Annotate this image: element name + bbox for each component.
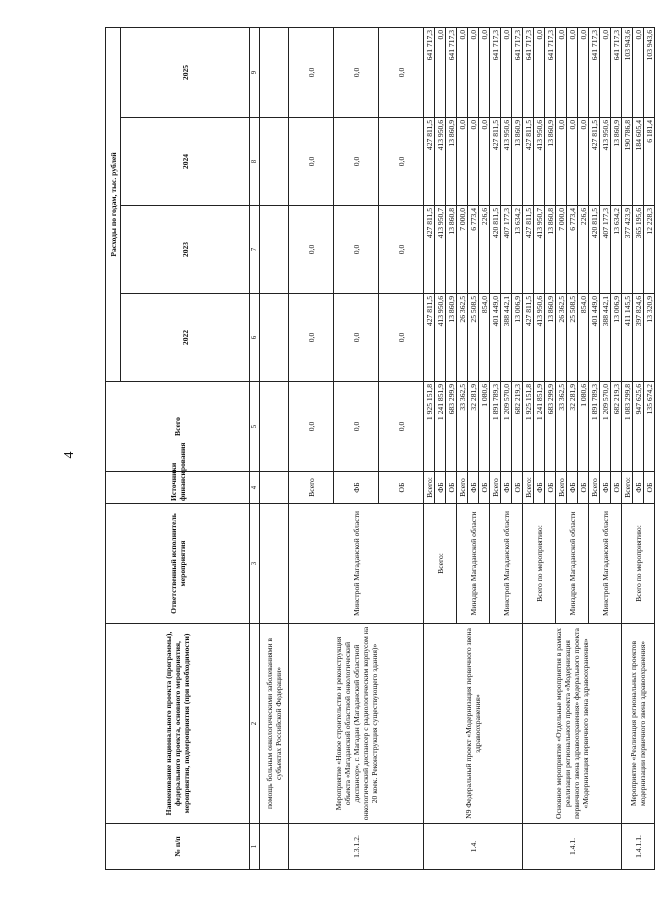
value-cell: 411 145,5 (622, 294, 633, 382)
row-number: 1.4.1. (523, 824, 622, 870)
value-cell: 7 000,0 (457, 206, 468, 294)
header-year-2022: 2022 (121, 294, 250, 382)
source-cell: ОБ (446, 472, 457, 504)
value-cell: 1 891 789,3 (490, 382, 501, 472)
value-cell: 0,0 (501, 28, 512, 118)
source-cell: ФБ (567, 472, 578, 504)
value-cell: 1 241 851,9 (534, 382, 545, 472)
source-cell: ФБ (468, 472, 479, 504)
value-cell: 0,0 (556, 28, 567, 118)
value-cell: 377 423,9 (622, 206, 633, 294)
value-cell: 0,0 (379, 118, 424, 206)
value-cell: 13 006,9 (512, 294, 523, 382)
row-executor: Минстрой Магаданской области (289, 504, 424, 624)
header-year-2024: 2024 (121, 118, 250, 206)
value-cell: 0,0 (289, 206, 334, 294)
value-cell: 135 674,2 (644, 382, 655, 472)
value-cell: 413 950,6 (534, 118, 545, 206)
value-cell: 413 950,6 (501, 118, 512, 206)
value-cell: 0,0 (334, 206, 379, 294)
source-cell: Всего (457, 472, 468, 504)
value-cell: 1 080,6 (479, 382, 490, 472)
header-name: Наименование национального проекта (программы), федерального проекта, основного мероприятия, мероприятия, подмероприятия (при необходимости) (106, 624, 250, 824)
value-cell: 25 508,5 (567, 294, 578, 382)
col-number: 5 (250, 382, 260, 472)
source-cell: ФБ (334, 472, 379, 504)
source-cell: ОБ (545, 472, 556, 504)
value-cell: 427 811,5 (424, 206, 435, 294)
header-expenses: Расходы по годам, тыс. рублей (106, 28, 121, 382)
expenses-table (105, 27, 655, 870)
source-cell: ФБ (600, 472, 611, 504)
value-cell: 682 219,3 (611, 382, 622, 472)
value-cell: 13 634,2 (512, 206, 523, 294)
value-cell: 0,0 (289, 118, 334, 206)
source-cell: ОБ (644, 472, 655, 504)
row-executor: Минстрой Магаданской области (490, 504, 523, 624)
value-cell: 1 083 299,8 (622, 382, 633, 472)
value-cell: 413 950,6 (600, 118, 611, 206)
source-cell: ФБ (633, 472, 644, 504)
value-cell: 0,0 (289, 28, 334, 118)
value-cell: 0,0 (479, 118, 490, 206)
col-number: 8 (250, 118, 260, 206)
row-executor: Всего по мероприятию: (523, 504, 556, 624)
value-cell: 0,0 (457, 118, 468, 206)
value-cell: 6 773,4 (567, 206, 578, 294)
row-executor: Всего по мероприятию: (622, 504, 655, 624)
value-cell: 13 860,8 (545, 206, 556, 294)
value-cell: 388 442,1 (600, 294, 611, 382)
value-cell: 683 299,9 (545, 382, 556, 472)
row-number: 1.4.1.1. (622, 824, 655, 870)
value-cell: 0,0 (379, 206, 424, 294)
value-cell: 420 811,5 (589, 206, 600, 294)
value-cell: 641 717,3 (545, 28, 556, 118)
value-cell: 427 811,5 (523, 206, 534, 294)
value-cell: 0,0 (633, 28, 644, 118)
col-number: 4 (250, 472, 260, 504)
value-cell: 413 950,6 (435, 294, 446, 382)
empty-cell (260, 504, 289, 624)
value-cell: 0,0 (379, 28, 424, 118)
value-cell: 413 950,6 (534, 294, 545, 382)
value-cell: 641 717,3 (523, 28, 534, 118)
value-cell: 397 824,6 (633, 294, 644, 382)
value-cell: 1 925 151,8 (424, 382, 435, 472)
value-cell: 854,0 (578, 294, 589, 382)
header-num: № п/п (106, 824, 250, 870)
value-cell: 641 717,3 (512, 28, 523, 118)
value-cell: 641 717,3 (446, 28, 457, 118)
value-cell: 427 811,5 (523, 118, 534, 206)
value-cell: 0,0 (556, 118, 567, 206)
empty-cell (260, 28, 289, 118)
value-cell: 407 177,3 (600, 206, 611, 294)
row-executor: Минздрав Магаданской области (457, 504, 490, 624)
value-cell: 190 786,8 (622, 118, 633, 206)
source-cell: Всего (289, 472, 334, 504)
value-cell: 13 860,9 (611, 118, 622, 206)
value-cell: 26 362,5 (556, 294, 567, 382)
header-year-2023: 2023 (121, 206, 250, 294)
source-cell: ОБ (379, 472, 424, 504)
value-cell: 1 891 789,3 (589, 382, 600, 472)
value-cell: 0,0 (468, 28, 479, 118)
source-cell: ОБ (611, 472, 622, 504)
value-cell: 0,0 (435, 28, 446, 118)
value-cell: 427 811,5 (589, 118, 600, 206)
value-cell: 1 080,6 (578, 382, 589, 472)
source-cell: ФБ (435, 472, 446, 504)
empty-cell (260, 294, 289, 382)
value-cell: 13 860,9 (545, 118, 556, 206)
value-cell: 641 717,3 (424, 28, 435, 118)
value-cell: 427 811,5 (523, 294, 534, 382)
value-cell: 0,0 (334, 28, 379, 118)
value-cell: 13 860,8 (446, 206, 457, 294)
col-number: 9 (250, 28, 260, 118)
empty-cell (260, 118, 289, 206)
header-source: Источники финансирования (106, 472, 250, 504)
row-executor: Всего: (424, 504, 457, 624)
value-cell: 0,0 (600, 28, 611, 118)
value-cell: 0,0 (379, 382, 424, 472)
empty-cell (260, 382, 289, 472)
value-cell: 401 449,0 (589, 294, 600, 382)
value-cell: 7 000,0 (556, 206, 567, 294)
value-cell: 13 860,9 (512, 118, 523, 206)
value-cell: 6 181,4 (644, 118, 655, 206)
value-cell: 6 773,4 (468, 206, 479, 294)
header-year-2025: 2025 (121, 28, 250, 118)
source-cell: ФБ (534, 472, 545, 504)
continuation-num (260, 824, 289, 870)
row-name: Мероприятие «Реализация региональных проектов модернизации первичного звена здравоохранения» (622, 624, 655, 824)
value-cell: 33 362,5 (556, 382, 567, 472)
rotated-document-table (105, 28, 654, 870)
value-cell: 0,0 (479, 28, 490, 118)
value-cell: 1 925 151,8 (523, 382, 534, 472)
value-cell: 25 508,5 (468, 294, 479, 382)
value-cell: 0,0 (334, 118, 379, 206)
page-number: 4 (62, 451, 77, 459)
header-executor: Ответственный исполнитель мероприятия (106, 504, 250, 624)
row-name: Основное мероприятие «Отдельные мероприятия в рамках реализации регионального проекта «Модернизация первичного звена здравоохранения» федерального проекта «Модернизация первичного звена здравоохранения» (523, 624, 622, 824)
value-cell: 12 228,3 (644, 206, 655, 294)
value-cell: 407 177,3 (501, 206, 512, 294)
value-cell: 13 006,9 (611, 294, 622, 382)
source-cell: Всего: (424, 472, 435, 504)
source-cell: Всего (490, 472, 501, 504)
col-number: 2 (250, 624, 260, 824)
value-cell: 1 209 570,0 (501, 382, 512, 472)
value-cell: 0,0 (334, 294, 379, 382)
source-cell: ОБ (512, 472, 523, 504)
row-executor: Минздрав Магаданской области (556, 504, 589, 624)
value-cell: 184 605,4 (633, 118, 644, 206)
source-cell: Всего (589, 472, 600, 504)
row-executor: Минстрой Магаданской области (589, 504, 622, 624)
value-cell: 0,0 (457, 28, 468, 118)
value-cell: 413 950,7 (435, 206, 446, 294)
value-cell: 427 811,5 (424, 118, 435, 206)
row-name: N9 Федеральный проект «Модернизация первичного звена здравоохранения» (424, 624, 523, 824)
header-total: Всего (106, 382, 250, 472)
value-cell: 0,0 (334, 382, 379, 472)
value-cell: 0,0 (567, 28, 578, 118)
value-cell: 427 811,5 (490, 118, 501, 206)
value-cell: 13 860,9 (545, 294, 556, 382)
source-cell: Всего (556, 472, 567, 504)
row-number: 1.4. (424, 824, 523, 870)
value-cell: 0,0 (289, 382, 334, 472)
value-cell: 13 634,2 (611, 206, 622, 294)
source-cell: ОБ (578, 472, 589, 504)
value-cell: 32 281,9 (468, 382, 479, 472)
continuation-name: помощь больным онкологическими заболеваниями в субъектах Российской Федерации» (260, 624, 289, 824)
value-cell: 427 811,5 (424, 294, 435, 382)
value-cell: 641 717,3 (611, 28, 622, 118)
value-cell: 13 860,9 (446, 118, 457, 206)
value-cell: 26 362,5 (457, 294, 468, 382)
value-cell: 0,0 (567, 118, 578, 206)
value-cell: 388 442,1 (501, 294, 512, 382)
value-cell: 13 320,9 (644, 294, 655, 382)
value-cell: 947 625,6 (633, 382, 644, 472)
value-cell: 226,6 (578, 206, 589, 294)
value-cell: 413 950,6 (435, 118, 446, 206)
source-cell: ФБ (501, 472, 512, 504)
col-number: 7 (250, 206, 260, 294)
value-cell: 0,0 (379, 294, 424, 382)
value-cell: 854,0 (479, 294, 490, 382)
value-cell: 103 943,6 (644, 28, 655, 118)
value-cell: 0,0 (534, 28, 545, 118)
col-number: 1 (250, 824, 260, 870)
value-cell: 226,6 (479, 206, 490, 294)
value-cell: 683 299,9 (446, 382, 457, 472)
value-cell: 420 811,5 (490, 206, 501, 294)
source-cell: Всего: (622, 472, 633, 504)
source-cell: ОБ (479, 472, 490, 504)
source-cell: Всего: (523, 472, 534, 504)
value-cell: 0,0 (468, 118, 479, 206)
value-cell: 32 281,9 (567, 382, 578, 472)
value-cell: 1 241 851,9 (435, 382, 446, 472)
value-cell: 33 362,5 (457, 382, 468, 472)
value-cell: 13 860,9 (446, 294, 457, 382)
value-cell: 401 449,0 (490, 294, 501, 382)
row-name: Мероприятие «Новое строительство и реконструкция объекта «Магаданский областной онкологический диспансер», г. Магадан (Магаданский областной онкологический диспансер с радиологическим корпусом на 20 коек. Реконструкция существующего здания)» (289, 624, 424, 824)
value-cell: 0,0 (578, 28, 589, 118)
value-cell: 0,0 (289, 294, 334, 382)
value-cell: 365 195,6 (633, 206, 644, 294)
value-cell: 682 219,3 (512, 382, 523, 472)
col-number: 3 (250, 504, 260, 624)
value-cell: 641 717,3 (589, 28, 600, 118)
empty-cell (260, 206, 289, 294)
col-number: 6 (250, 294, 260, 382)
empty-cell (260, 472, 289, 504)
value-cell: 1 209 570,0 (600, 382, 611, 472)
row-number: 1.3.1.2. (289, 824, 424, 870)
value-cell: 413 950,7 (534, 206, 545, 294)
value-cell: 641 717,3 (490, 28, 501, 118)
value-cell: 103 943,6 (622, 28, 633, 118)
value-cell: 0,0 (578, 118, 589, 206)
